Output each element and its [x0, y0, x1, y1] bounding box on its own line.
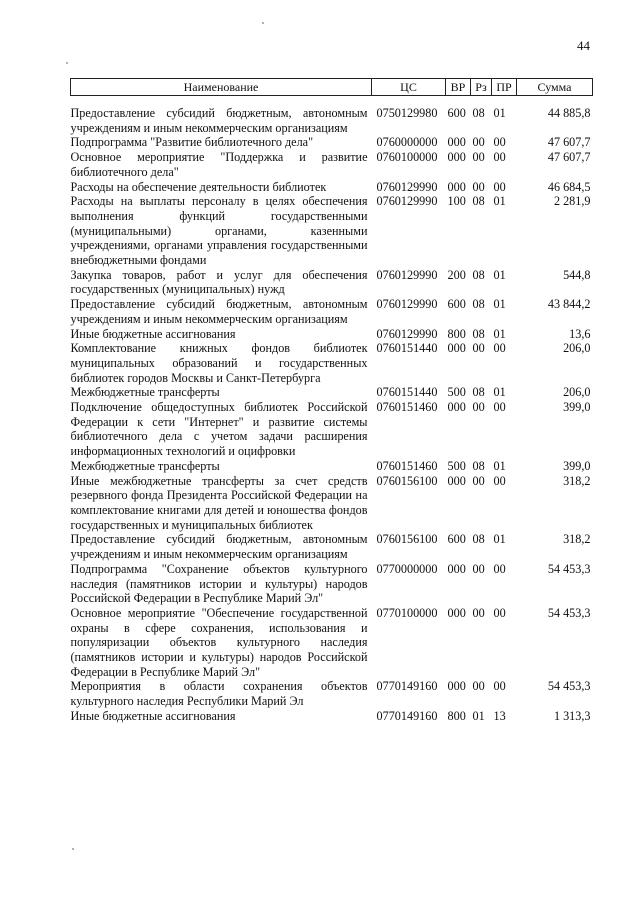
row-code: 0770149160 [376, 679, 438, 694]
row-pr: 00 [493, 561, 506, 576]
row-code: 0760151440 [376, 341, 438, 356]
row-vr: 000 [447, 150, 466, 165]
table-row [71, 400, 593, 459]
row-code: 0760100000 [376, 150, 438, 165]
budget-table [70, 78, 593, 724]
row-name: Подключение общедоступных библиотек Российской Федерации к сети "Интернет" и развитие системы библиотечного дела с учетом задачи расширения информационных технологий и оцифровки [70, 400, 368, 459]
row-name: Мероприятия в области сохранения объектов культурного наследия Республики Марий Эл [70, 679, 368, 709]
row-pr: 00 [493, 473, 506, 488]
row-rz: 08 [472, 267, 485, 282]
row-sum: 399,0 [563, 400, 591, 415]
row-code: 0760156100 [376, 532, 438, 547]
page-number: 44 [577, 38, 590, 53]
row-rz: 00 [472, 605, 485, 620]
row-rz: 00 [472, 150, 485, 165]
row-code: 0760129990 [376, 297, 438, 312]
row-rz: 00 [472, 400, 485, 415]
header-cs: ЦС [372, 79, 446, 96]
row-pr: 01 [493, 194, 506, 209]
row-sum: 318,2 [563, 532, 591, 547]
row-pr: 01 [493, 458, 506, 473]
row-rz: 08 [472, 326, 485, 341]
row-name: Основное мероприятие "Поддержка и развитие библиотечного дела" [70, 150, 368, 179]
row-code: 0760129990 [376, 179, 438, 194]
row-pr: 01 [493, 532, 506, 547]
row-vr: 000 [447, 179, 466, 194]
row-name: Закупка товаров, работ и услуг для обеспечения государственных (муниципальных) нужд [70, 267, 368, 297]
row-sum: 544,8 [563, 267, 591, 282]
row-vr: 000 [447, 679, 466, 694]
table-row [71, 562, 593, 606]
row-pr: 01 [493, 326, 506, 341]
table-row [71, 297, 593, 326]
row-pr: 01 [493, 297, 506, 312]
table-row [71, 606, 593, 680]
row-pr: 13 [493, 708, 506, 723]
table-row [71, 194, 593, 268]
row-name: Иные бюджетные ассигнования [70, 326, 236, 341]
row-pr: 00 [493, 341, 506, 356]
row-rz: 00 [472, 679, 485, 694]
table-row [71, 385, 593, 400]
row-name: Расходы на выплаты персоналу в целях обеспечения выполнения функций государственными (муниципальными) органами, казенными учреждениями, органами управления государственными внебюджетными фондами [70, 194, 368, 268]
row-pr: 00 [493, 400, 506, 415]
row-name: Комплектование книжных фондов библиотек муниципальных образований и государственных библиотек городов Москвы и Санкт-Петербурга [70, 341, 368, 385]
row-vr: 800 [447, 326, 466, 341]
header-name: Наименование [71, 79, 372, 96]
row-vr: 500 [447, 385, 466, 400]
row-code: 0770149160 [376, 708, 438, 723]
row-vr: 200 [447, 267, 466, 282]
row-sum: 13,6 [569, 326, 591, 341]
row-name: Межбюджетные трансферты [70, 385, 220, 400]
row-sum: 206,0 [563, 341, 591, 356]
row-vr: 000 [447, 473, 466, 488]
table-row [71, 268, 593, 297]
row-rz: 00 [472, 341, 485, 356]
row-rz: 08 [472, 532, 485, 547]
row-sum: 2 281,9 [553, 194, 591, 209]
row-vr: 000 [447, 135, 466, 150]
header-pr: ПР [492, 79, 517, 96]
row-code: 0760129990 [376, 194, 438, 209]
table-body [71, 96, 593, 724]
row-sum: 43 844,2 [547, 297, 591, 312]
row-name: Межбюджетные трансферты [70, 458, 220, 473]
row-rz: 00 [472, 473, 485, 488]
row-pr: 00 [493, 605, 506, 620]
row-name: Расходы на обеспечение деятельности библиотек [70, 179, 327, 194]
row-rz: 00 [472, 561, 485, 576]
table-row [71, 135, 593, 150]
row-vr: 000 [447, 561, 466, 576]
row-code: 0770000000 [376, 561, 438, 576]
row-pr: 00 [493, 179, 506, 194]
table-row [71, 532, 593, 561]
row-rz: 08 [472, 194, 485, 209]
row-name: Предоставление субсидий бюджетным, автономным учреждениям и иным некоммерческим организациям [70, 106, 368, 135]
header-vr: ВР [446, 79, 471, 96]
row-name: Основное мероприятие "Обеспечение государственной охраны в сфере сохранения, использования и популяризации объектов культурного наследия (памятников истории и культуры) народов Российской Федерации в Республике Марий Эл" [70, 605, 368, 679]
row-code: 0770100000 [376, 605, 438, 620]
header-sum: Сумма [517, 79, 593, 96]
table-row [71, 679, 593, 708]
table-row [71, 459, 593, 474]
row-sum: 44 885,8 [547, 106, 591, 120]
row-code: 0760156100 [376, 473, 438, 488]
row-vr: 600 [447, 532, 466, 547]
table-row [71, 341, 593, 385]
row-sum: 54 453,3 [547, 561, 591, 576]
row-rz: 08 [472, 458, 485, 473]
row-vr: 000 [447, 341, 466, 356]
table-row [71, 709, 593, 724]
row-sum: 47 607,7 [547, 135, 591, 150]
row-vr: 600 [447, 106, 466, 120]
table-row [71, 474, 593, 533]
row-name: Подпрограмма "Развитие библиотечного дела" [70, 135, 314, 150]
row-vr: 000 [447, 605, 466, 620]
row-code: 0750129980 [376, 106, 438, 120]
row-pr: 01 [493, 385, 506, 400]
row-rz: 08 [472, 297, 485, 312]
row-vr: 500 [447, 458, 466, 473]
row-sum: 54 453,3 [547, 679, 591, 694]
row-name: Иные бюджетные ассигнования [70, 708, 236, 723]
row-pr: 01 [493, 106, 506, 120]
row-sum: 399,0 [563, 458, 591, 473]
row-code: 0760151440 [376, 385, 438, 400]
table-row [71, 180, 593, 195]
row-pr: 00 [493, 679, 506, 694]
table-row [71, 96, 593, 136]
row-vr: 800 [447, 708, 466, 723]
header-rz: Рз [471, 79, 492, 96]
row-sum: 1 313,3 [553, 708, 591, 723]
row-rz: 08 [472, 385, 485, 400]
row-code: 0760129990 [376, 267, 438, 282]
row-vr: 600 [447, 297, 466, 312]
row-sum: 47 607,7 [547, 150, 591, 165]
row-code: 0760000000 [376, 135, 438, 150]
row-sum: 46 684,5 [547, 179, 591, 194]
row-rz: 00 [472, 135, 485, 150]
table-row [71, 327, 593, 342]
row-pr: 01 [493, 267, 506, 282]
table-header-row [71, 79, 593, 96]
row-name: Подпрограмма "Сохранение объектов культурного наследия (памятников истории и культуры) народов Российской Федерации в Республике Марий Эл" [70, 561, 368, 606]
row-rz: 01 [472, 708, 485, 723]
row-pr: 00 [493, 135, 506, 150]
row-vr: 100 [447, 194, 466, 209]
row-rz: 08 [472, 106, 485, 120]
row-rz: 00 [472, 179, 485, 194]
row-name: Предоставление субсидий бюджетным, автономным учреждениям и иным некоммерческим организациям [70, 532, 368, 562]
scan-speck [66, 62, 68, 64]
row-sum: 318,2 [563, 473, 591, 488]
table-row [71, 150, 593, 179]
scan-speck [262, 22, 264, 24]
row-code: 0760151460 [376, 458, 438, 473]
row-sum: 206,0 [563, 385, 591, 400]
row-pr: 00 [493, 150, 506, 165]
row-name: Иные межбюджетные трансферты за счет средств резервного фонда Президента Российской Федерации на комплектование книгами для детей и юношества фондов государственных и муниципальных библиотек [70, 473, 368, 532]
row-code: 0760151460 [376, 400, 438, 415]
scan-speck [72, 848, 74, 850]
row-code: 0760129990 [376, 326, 438, 341]
row-vr: 000 [447, 400, 466, 415]
row-name: Предоставление субсидий бюджетным, автономным учреждениям и иным некоммерческим организациям [70, 297, 368, 326]
row-sum: 54 453,3 [547, 605, 591, 620]
